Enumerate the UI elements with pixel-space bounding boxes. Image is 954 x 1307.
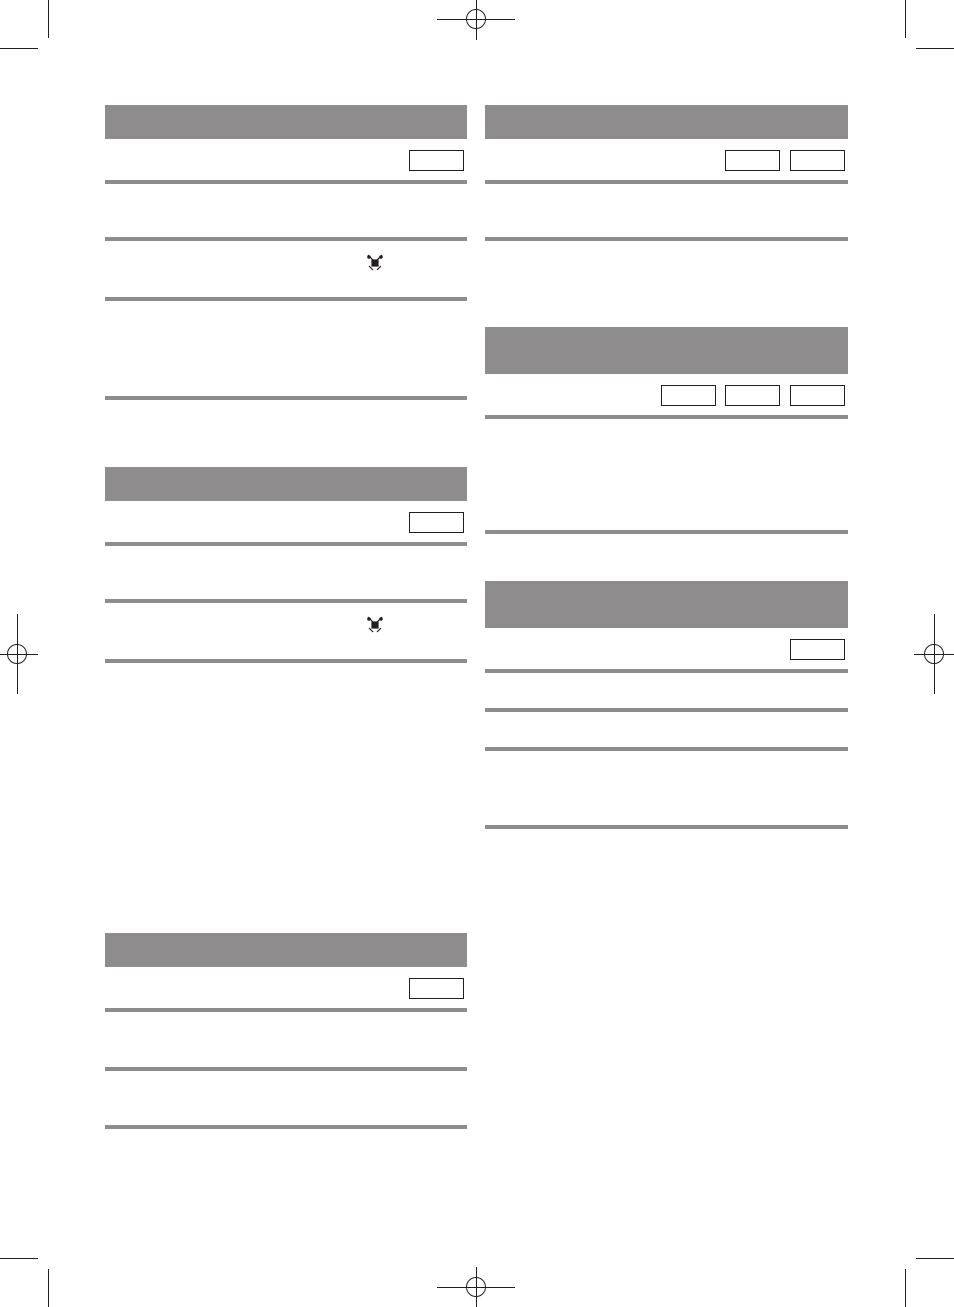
divider-rule [485,530,848,534]
format-badge [725,150,780,171]
crop-mark [48,0,49,38]
crop-mark [0,1258,38,1259]
remote-control-icon [365,252,385,272]
crop-mark [48,1269,49,1307]
divider-rule [105,237,467,241]
divider-rule [105,1125,467,1129]
divider-rule [105,396,467,400]
crop-mark [905,1269,906,1307]
divider-rule [485,825,848,829]
divider-rule [485,669,848,673]
divider-rule [485,708,848,712]
registration-circle [7,644,27,664]
registration-circle [924,644,944,664]
format-badge [409,978,464,999]
section-header-bar [105,467,467,501]
section-header-bar [105,105,467,139]
section-header-bar [485,327,848,374]
crop-mark [916,48,954,49]
format-badge [725,385,780,406]
registration-circle [466,1277,486,1297]
divider-rule [105,1008,467,1012]
section-header-bar [105,933,467,967]
divider-rule [105,659,467,663]
crop-mark [916,1258,954,1259]
divider-rule [485,747,848,751]
format-badge [790,150,845,171]
format-badge [409,150,464,171]
format-badge [409,512,464,533]
divider-rule [105,180,467,184]
divider-rule [105,542,467,546]
crop-mark [0,48,38,49]
section-header-bar [485,581,848,628]
format-badge [790,639,845,660]
divider-rule [105,297,467,301]
format-badge [790,385,845,406]
registration-circle [466,9,486,29]
crop-mark [905,0,906,38]
divider-rule [485,237,848,241]
divider-rule [105,599,467,603]
divider-rule [485,180,848,184]
remote-control-icon [365,614,385,634]
divider-rule [105,1067,467,1071]
format-badge [661,385,716,406]
section-header-bar [485,105,848,139]
divider-rule [485,415,848,419]
